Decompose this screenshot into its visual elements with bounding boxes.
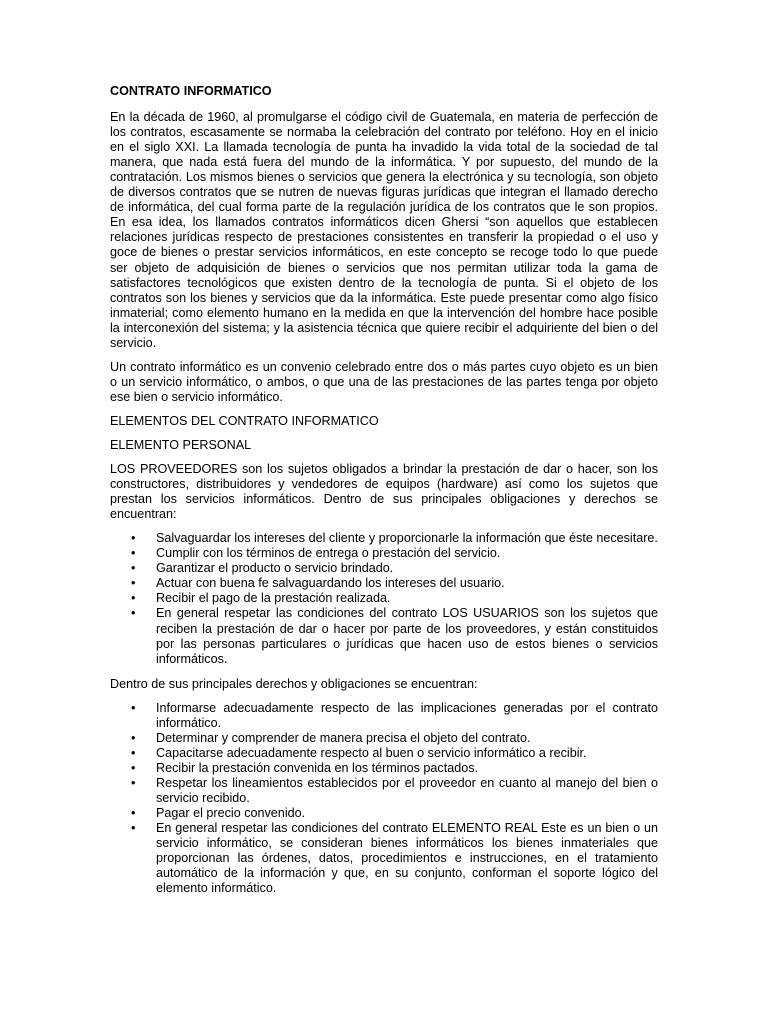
list-item — [110, 776, 658, 806]
list-item-text: Determinar y comprender de manera precisa el objeto del contrato. — [156, 730, 531, 745]
list-item — [110, 806, 658, 821]
list-item — [110, 821, 658, 896]
list-item — [110, 576, 658, 591]
list-item — [110, 561, 658, 576]
bullet-icon: • — [131, 591, 136, 606]
intro-paragraph: En la década de 1960, al promulgarse el código civil de Guatemala, en materia de perfección de los contratos, escasamente se normaba la celebración del contrato por teléfono. Hoy en el inicio en el siglo XXI. La llamada tecnología de punta ha invadido la vida total de la sociedad de tal manera, que nada está fuera del mundo de la informática. Y por supuesto, del mundo de la contratación. Los mismos bienes o servicios que genera la electrónica y su tecnología, son objeto de diversos contratos que se nutren de nuevas figuras jurídicas que integran el llamado derecho de informática, del cual forma parte de la regulación jurídica de los contratos que le son propios. En esa idea, los llamados contratos informáticos dicen Ghersi “son aquellos que establecen relaciones jurídicas respecto de prestaciones consistentes en transferir la propiedad o el uso y goce de bienes o prestar servicios informáticos, en este concepto se recoge todo lo que puede ser objeto de adquisición de bienes o servicios que nos permitan utilizar toda la gama de satisfactores tecnológicos que existen dentro de la tecnología de punta. Si el objeto de los contratos son los bienes y servicios que da la informática. Este puede presentar como algo físico inmaterial; como elemento humano en la medida en que la intervención del hombre hace posible la interconexión del sistema; y la asistencia técnica que quiere recibir el adquiriente del bien o del servicio. — [110, 110, 658, 350]
document-title: CONTRATO INFORMATICO — [110, 84, 272, 98]
bullet-icon: • — [131, 745, 136, 760]
list-item-text: Respetar los lineamientos establecidos por el proveedor en cuanto al manejo del bien o servicio recibido. — [156, 775, 658, 805]
list-item-text: Pagar el precio convenido. — [156, 806, 306, 821]
usuarios-paragraph: Dentro de sus principales derechos y obligaciones se encuentran: — [110, 676, 478, 691]
list-item-text: En general respetar las condiciones del contrato ELEMENTO REAL Este es un bien o un servicio informático, se consideran bienes informáticos los bienes inmateriales que proporcionan las órdenes, datos, procedimientos e instrucciones, en el tratamiento automático de la información y que, en su conjunto, conforman el soporte lógico del elemento informático. — [156, 821, 658, 896]
bullet-icon: • — [131, 606, 136, 621]
list-item-text: Salvaguardar los intereses del cliente y proporcionarle la información que éste necesitare. — [156, 531, 658, 546]
usuarios-list — [110, 701, 658, 897]
list-item — [110, 531, 658, 546]
list-item — [110, 731, 658, 746]
bullet-icon: • — [131, 806, 136, 821]
bullet-icon: • — [131, 730, 136, 745]
bullet-icon: • — [131, 531, 136, 546]
proveedores-list — [110, 531, 658, 666]
bullet-icon: • — [131, 821, 136, 836]
list-item — [110, 761, 658, 776]
list-item-text: Informarse adecuadamente respecto de las implicaciones generadas por el contrato informático. — [156, 700, 658, 730]
section-heading-personal: ELEMENTO PERSONAL — [110, 437, 252, 452]
document-page — [110, 84, 658, 906]
list-item — [110, 701, 658, 731]
list-item — [110, 606, 658, 666]
bullet-icon: • — [131, 546, 136, 561]
list-item-text: Capacitarse adecuadamente respecto al buen o servicio informático a recibir. — [156, 745, 587, 760]
section-heading-elementos: ELEMENTOS DEL CONTRATO INFORMATICO — [110, 413, 379, 428]
list-item — [110, 591, 658, 606]
list-item-text: Recibir el pago de la prestación realizada. — [156, 591, 391, 606]
list-item — [110, 546, 658, 561]
list-item-text: Garantizar el producto o servicio brindado. — [156, 561, 394, 576]
list-item-text: Actuar con buena fe salvaguardando los intereses del usuario. — [156, 576, 505, 591]
proveedores-paragraph: LOS PROVEEDORES son los sujetos obligados a brindar la prestación de dar o hacer, son los constructores, distribuidores y vendedores de equipos (hardware) así como los sujetos que prestan los servicios informáticos. Dentro de sus principales obligaciones y derechos se encuentran: — [110, 462, 658, 522]
bullet-icon: • — [131, 700, 136, 715]
list-item-text: En general respetar las condiciones del contrato LOS USUARIOS son los sujetos que reciben la prestación de dar o hacer por parte de los proveedores, y están constituidos por las personas particulares o jurídicas que hacen uso de estos bienes o servicios informáticos. — [156, 606, 658, 666]
list-item-text: Cumplir con los términos de entrega o prestación del servicio. — [156, 546, 501, 561]
bullet-icon: • — [131, 775, 136, 790]
list-item — [110, 746, 658, 761]
bullet-icon: • — [131, 760, 136, 775]
bullet-icon: • — [131, 576, 136, 591]
list-item-text: Recibir la prestación convenida en los términos pactados. — [156, 760, 479, 775]
definition-paragraph: Un contrato informático es un convenio celebrado entre dos o más partes cuyo objeto es un bien o un servicio informático, o ambos, o que una de las prestaciones de las partes tenga por objeto ese bien o servicio informático. — [110, 359, 658, 404]
bullet-icon: • — [131, 561, 136, 576]
